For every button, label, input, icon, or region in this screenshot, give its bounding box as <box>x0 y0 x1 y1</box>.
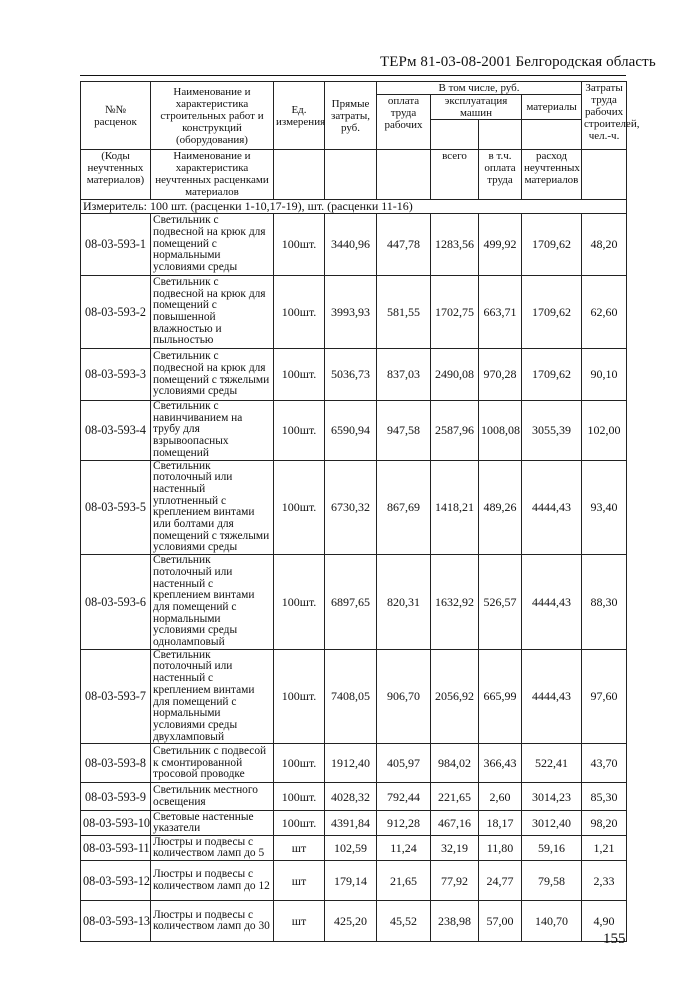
machines-total-cell: 2587,96 <box>431 401 479 461</box>
machines-total-cell: 77,92 <box>431 861 479 901</box>
unit-cell: 100шт. <box>274 349 325 401</box>
rate-code-cell: 08-03-593-11 <box>81 836 151 861</box>
machines-wages-cell: 499,92 <box>479 214 522 276</box>
materials-cell: 4444,43 <box>522 460 582 555</box>
work-name-cell: Светильник потолочный или настенный уплотненный с креплением винтами или болтами для помещений с тяжелыми условиями среды <box>151 460 274 555</box>
table-row <box>81 783 627 811</box>
rate-code-cell: 08-03-593-6 <box>81 555 151 650</box>
header-unit: Ед. измерения <box>274 82 325 150</box>
work-name-cell: Люстры и подвесы с количеством ламп до 30 <box>151 901 274 942</box>
labor-costs-cell: 88,30 <box>582 555 627 650</box>
labor-costs-cell: 43,70 <box>582 744 627 783</box>
wages-cell: 912,28 <box>377 811 431 836</box>
machines-wages-cell: 57,00 <box>479 901 522 942</box>
page-number: 155 <box>603 931 626 947</box>
materials-cell: 1709,62 <box>522 276 582 349</box>
page-header: ТЕРм 81-03-08-2001 Белгородская область <box>380 54 656 70</box>
table-row <box>81 861 627 901</box>
header-materials-alt: расход неучтенных материалов <box>522 150 582 200</box>
wages-cell: 867,69 <box>377 460 431 555</box>
wages-cell: 906,70 <box>377 649 431 744</box>
machines-total-cell: 238,98 <box>431 901 479 942</box>
work-name-cell: Светильник с навинчиванием на трубу для взрывоопасных помещений <box>151 401 274 461</box>
wages-cell: 11,24 <box>377 836 431 861</box>
header-name-alt: Наименование и характеристика неучтенных расценками материалов <box>151 150 274 200</box>
labor-costs-cell: 48,20 <box>582 214 627 276</box>
table-row <box>81 349 627 401</box>
table-row <box>81 836 627 861</box>
header-name: Наименование и характеристика строительных работ и конструкций (оборудования) <box>151 82 274 150</box>
rate-code-cell: 08-03-593-10 <box>81 811 151 836</box>
materials-cell: 59,16 <box>522 836 582 861</box>
machines-wages-cell: 526,57 <box>479 555 522 650</box>
labor-costs-cell: 98,20 <box>582 811 627 836</box>
rate-code-cell: 08-03-593-9 <box>81 783 151 811</box>
labor-costs-cell: 97,60 <box>582 649 627 744</box>
unit-cell: 100шт. <box>274 460 325 555</box>
header-machines: эксплуатация машин <box>431 95 522 120</box>
header-code-alt: (Коды неучтенных материалов) <box>81 150 151 200</box>
header-direct-costs: Прямые затраты, руб. <box>325 82 377 150</box>
direct-costs-cell: 5036,73 <box>325 349 377 401</box>
machines-total-cell: 984,02 <box>431 744 479 783</box>
machines-wages-cell: 970,28 <box>479 349 522 401</box>
materials-cell: 79,58 <box>522 861 582 901</box>
header-labor: Затраты труда рабочих строителей, чел.-ч. <box>582 82 627 150</box>
wages-cell: 837,03 <box>377 349 431 401</box>
header-machines-total: всего <box>431 150 479 200</box>
unit-cell: шт <box>274 901 325 942</box>
rates-table <box>80 81 640 942</box>
unit-cell: 100шт. <box>274 649 325 744</box>
rate-code-cell: 08-03-593-5 <box>81 460 151 555</box>
rate-code-cell: 08-03-593-12 <box>81 861 151 901</box>
machines-wages-cell: 366,43 <box>479 744 522 783</box>
wages-cell: 45,52 <box>377 901 431 942</box>
direct-costs-cell: 4028,32 <box>325 783 377 811</box>
table-row <box>81 649 627 744</box>
table-row <box>81 460 627 555</box>
labor-costs-cell: 93,40 <box>582 460 627 555</box>
materials-cell: 140,70 <box>522 901 582 942</box>
labor-costs-cell: 1,21 <box>582 836 627 861</box>
unit-cell: 100шт. <box>274 783 325 811</box>
table-row <box>81 901 627 942</box>
rate-code-cell: 08-03-593-8 <box>81 744 151 783</box>
work-name-cell: Светильник потолочный или настенный с креплением винтами для помещений с нормальными условиями среды одноламповый <box>151 555 274 650</box>
rate-code-cell: 08-03-593-4 <box>81 401 151 461</box>
machines-total-cell: 32,19 <box>431 836 479 861</box>
labor-costs-cell: 4,90 <box>582 901 627 942</box>
direct-costs-cell: 6590,94 <box>325 401 377 461</box>
direct-costs-cell: 179,14 <box>325 861 377 901</box>
work-name-cell: Светильник с подвесной на крюк для помещений с тяжелыми условиями среды <box>151 349 274 401</box>
unit-cell: 100шт. <box>274 555 325 650</box>
unit-cell: шт <box>274 836 325 861</box>
direct-costs-cell: 1912,40 <box>325 744 377 783</box>
wages-cell: 21,65 <box>377 861 431 901</box>
table-row <box>81 214 627 276</box>
machines-wages-cell: 18,17 <box>479 811 522 836</box>
machines-total-cell: 1283,56 <box>431 214 479 276</box>
work-name-cell: Люстры и подвесы с количеством ламп до 12 <box>151 861 274 901</box>
wages-cell: 581,55 <box>377 276 431 349</box>
work-name-cell: Люстры и подвесы с количеством ламп до 5 <box>151 836 274 861</box>
table-row <box>81 401 627 461</box>
machines-wages-cell: 11,80 <box>479 836 522 861</box>
machines-wages-cell: 24,77 <box>479 861 522 901</box>
machines-wages-cell: 1008,08 <box>479 401 522 461</box>
direct-costs-cell: 4391,84 <box>325 811 377 836</box>
wages-cell: 792,44 <box>377 783 431 811</box>
machines-total-cell: 1702,75 <box>431 276 479 349</box>
machines-total-cell: 1632,92 <box>431 555 479 650</box>
work-name-cell: Световые настенные указатели <box>151 811 274 836</box>
machines-wages-cell: 2,60 <box>479 783 522 811</box>
direct-costs-cell: 102,59 <box>325 836 377 861</box>
materials-cell: 1709,62 <box>522 349 582 401</box>
direct-costs-cell: 3993,93 <box>325 276 377 349</box>
direct-costs-cell: 3440,96 <box>325 214 377 276</box>
wages-cell: 820,31 <box>377 555 431 650</box>
work-name-cell: Светильник местного освещения <box>151 783 274 811</box>
machines-total-cell: 221,65 <box>431 783 479 811</box>
materials-cell: 522,41 <box>522 744 582 783</box>
direct-costs-cell: 6897,65 <box>325 555 377 650</box>
measure-note: Измеритель: 100 шт. (расценки 1-10,17-19), шт. (расценки 11-16) <box>81 200 627 214</box>
materials-cell: 3055,39 <box>522 401 582 461</box>
wages-cell: 405,97 <box>377 744 431 783</box>
rate-code-cell: 08-03-593-2 <box>81 276 151 349</box>
wages-cell: 447,78 <box>377 214 431 276</box>
unit-cell: 100шт. <box>274 811 325 836</box>
labor-costs-cell: 85,30 <box>582 783 627 811</box>
header-materials: материалы <box>522 95 582 120</box>
labor-costs-cell: 90,10 <box>582 349 627 401</box>
header-machines-wages: в т.ч. оплата труда <box>479 150 522 200</box>
header-code: №№ расценок <box>81 82 151 150</box>
materials-cell: 1709,62 <box>522 214 582 276</box>
machines-total-cell: 2490,08 <box>431 349 479 401</box>
labor-costs-cell: 2,33 <box>582 861 627 901</box>
header-wages: оплата труда рабочих <box>377 95 431 150</box>
labor-costs-cell: 102,00 <box>582 401 627 461</box>
work-name-cell: Светильник с подвесной на крюк для помещений с нормальными условиями среды <box>151 214 274 276</box>
header-rule <box>80 75 626 76</box>
materials-cell: 3012,40 <box>522 811 582 836</box>
work-name-cell: Светильник с подвесной на крюк для помещений с повышенной влажностью и пыльностью <box>151 276 274 349</box>
work-name-cell: Светильник с подвесой к смонтированной тросовой проводке <box>151 744 274 783</box>
direct-costs-cell: 6730,32 <box>325 460 377 555</box>
unit-cell: шт <box>274 861 325 901</box>
header-including: В том числе, руб. <box>377 82 582 95</box>
table-row <box>81 811 627 836</box>
unit-cell: 100шт. <box>274 276 325 349</box>
table-row <box>81 555 627 650</box>
wages-cell: 947,58 <box>377 401 431 461</box>
machines-total-cell: 2056,92 <box>431 649 479 744</box>
table-row <box>81 276 627 349</box>
direct-costs-cell: 7408,05 <box>325 649 377 744</box>
machines-total-cell: 1418,21 <box>431 460 479 555</box>
unit-cell: 100шт. <box>274 401 325 461</box>
direct-costs-cell: 425,20 <box>325 901 377 942</box>
unit-cell: 100шт. <box>274 214 325 276</box>
machines-wages-cell: 663,71 <box>479 276 522 349</box>
machines-total-cell: 467,16 <box>431 811 479 836</box>
materials-cell: 4444,43 <box>522 555 582 650</box>
unit-cell: 100шт. <box>274 744 325 783</box>
labor-costs-cell: 62,60 <box>582 276 627 349</box>
table-row <box>81 744 627 783</box>
machines-wages-cell: 665,99 <box>479 649 522 744</box>
materials-cell: 4444,43 <box>522 649 582 744</box>
machines-wages-cell: 489,26 <box>479 460 522 555</box>
rate-code-cell: 08-03-593-3 <box>81 349 151 401</box>
rate-code-cell: 08-03-593-1 <box>81 214 151 276</box>
materials-cell: 3014,23 <box>522 783 582 811</box>
work-name-cell: Светильник потолочный или настенный с креплением винтами для помещений с нормальными условиями среды двухламповый <box>151 649 274 744</box>
rate-code-cell: 08-03-593-13 <box>81 901 151 942</box>
rate-code-cell: 08-03-593-7 <box>81 649 151 744</box>
